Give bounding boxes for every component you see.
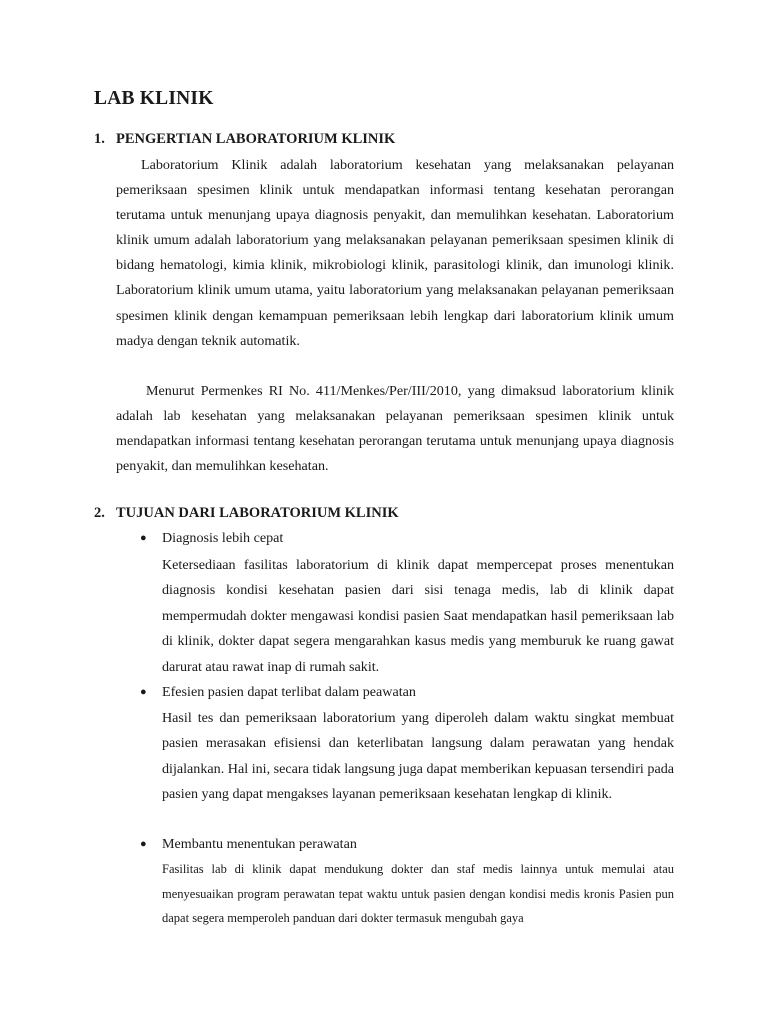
section-1-paragraph-1: Laboratorium Klinik adalah laboratorium kesehatan yang melaksanakan pelayanan pemeriksaan spesimen klinik untuk mendapatkan informasi tentang kesehatan perorangan terutama untuk menunjang upaya diagnosis penyakit, dan memulihkan kesehatan. Laboratorium klinik umum adalah laboratorium yang melaksanakan pelayanan pemeriksaan spesimen klinik di bidang hematologi, kimia klinik, mikrobiologi klinik, parasitologi klinik, dan imunologi klinik. Laboratorium klinik umum utama, yaitu laboratorium yang melaksanakan pelayanan pemeriksaan spesimen klinik dengan kemampuan pemeriksaan lebih lengkap dari laboratorium klinik umum madya dengan teknik automatik. [116, 157, 674, 349]
bullet-icon: ● [140, 838, 147, 850]
list-item-title: Membantu menentukan perawatan [162, 836, 357, 852]
list-item-bullet [140, 530, 283, 547]
section-2-heading [94, 505, 399, 522]
section-2-number: 2. [94, 505, 105, 521]
list-item-bullet [140, 836, 357, 853]
bullet-icon: ● [140, 532, 147, 544]
list-item-title: Efesien pasien dapat terlibat dalam peawatan [162, 684, 416, 700]
document-title: LAB KLINIK [94, 88, 214, 109]
list-item-text: Hasil tes dan pemeriksaan laboratorium yang diperoleh dalam waktu singkat membuat pasien merasakan efisiensi dan keterlibatan langsung dalam perawatan yang hendak dijalankan. Hal ini, secara tidak langsung juga dapat memberikan kepuasan tersendiri pada pasien yang dapat mengakses layanan pemeriksaan kesehatan lengkap di klinik. [162, 710, 674, 803]
section-1-heading [94, 131, 395, 148]
list-item-text: Ketersediaan fasilitas laboratorium di klinik dapat mempercepat proses menentukan diagnosis kondisi kesehatan pasien dari sisi tenaga medis, lab di klinik dapat mempermudah dokter mengawasi kondisi pasien Saat mendapatkan hasil pemeriksaan lab di klinik, dokter dapat segera mengarahkan kasus medis yang memburuk ke ruang gawat darurat atau rawat inap di rumah sakit. [162, 557, 674, 675]
list-item-bullet [140, 684, 416, 701]
section-1-paragraph-2: Menurut Permenkes RI No. 411/Menkes/Per/III/2010, yang dimaksud laboratorium klinik adalah lab kesehatan yang melaksanakan pelayanan pemeriksaan spesimen klinik untuk mendapatkan informasi tentang kesehatan perorangan terutama untuk menunjang upaya diagnosis penyakit, dan memulihkan kesehatan. [116, 383, 674, 475]
section-2-heading-text: TUJUAN DARI LABORATORIUM KLINIK [116, 505, 399, 521]
bullet-icon: ● [140, 686, 147, 698]
list-item-text: Fasilitas lab di klinik dapat mendukung dokter dan staf medis lainnya untuk memulai atau menyesuaikan program perawatan tepat waktu untuk pasien dengan kondisi medis kronis Pasien pun dapat segera memperoleh panduan dari dokter termasuk mengubah gaya [162, 862, 674, 925]
list-item-title: Diagnosis lebih cepat [162, 530, 284, 546]
section-1-heading-text: PENGERTIAN LABORATORIUM KLINIK [116, 131, 396, 147]
section-1-number: 1. [94, 131, 105, 147]
